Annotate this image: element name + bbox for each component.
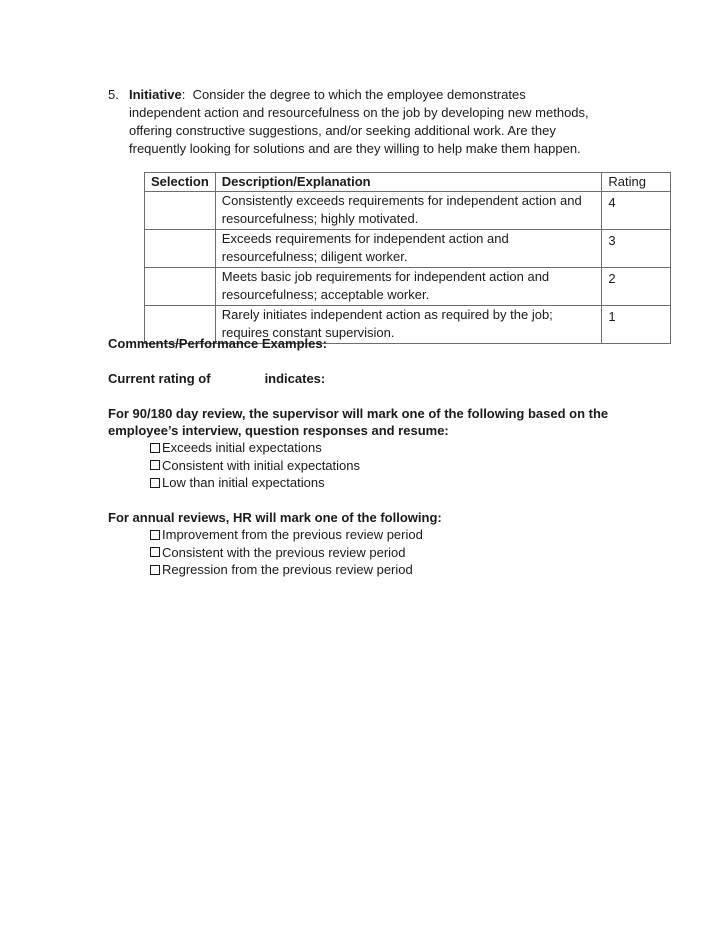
initiative-section [108, 86, 628, 158]
item-line-3: offering constructive suggestions, and/or seeking additional work. Are they [129, 123, 556, 138]
description-cell [215, 230, 602, 268]
review-90-180-line-2: employee’s interview, question responses and resume: [108, 423, 449, 438]
selection-cell-2[interactable] [145, 268, 216, 306]
header-selection: Selection [145, 173, 216, 192]
option-consistent[interactable] [150, 457, 360, 475]
review-90-180-line-1: For 90/180 day review, the supervisor will mark one of the following based on the [108, 406, 609, 421]
option-consistent-previous[interactable] [150, 544, 423, 562]
option-exceeds[interactable] [150, 439, 360, 457]
checkbox-icon[interactable] [150, 547, 160, 557]
current-rating-suffix: indicates: [264, 371, 326, 386]
item-number: 5. [108, 87, 119, 102]
rating-cell: 1 [602, 306, 671, 344]
option-low[interactable] [150, 474, 360, 492]
header-description: Description/Explanation [215, 173, 602, 192]
option-regression[interactable] [150, 561, 423, 579]
option-label: Consistent with the previous review period [162, 544, 406, 560]
description-line: Exceeds requirements for independent action and [221, 231, 509, 246]
selection-cell-3[interactable] [145, 230, 216, 268]
selection-cell-4[interactable] [145, 192, 216, 230]
table-row [145, 192, 671, 230]
option-improvement[interactable] [150, 526, 423, 544]
description-line: resourcefulness; highly motivated. [221, 211, 419, 226]
option-label: Regression from the previous review period [162, 562, 413, 577]
annual-review-heading: For annual reviews, HR will mark one of the following: [108, 510, 442, 525]
description-line: Rarely initiates independent action as required by the job; [221, 307, 553, 322]
description-line: resourcefulness; acceptable worker. [221, 287, 430, 302]
item-line-2: independent action and resourcefulness on the job by developing new methods, [129, 105, 589, 120]
item-line-1: Initiative: Consider the degree to which the employee demonstrates [129, 87, 526, 102]
table-row [145, 230, 671, 268]
checkbox-icon[interactable] [150, 565, 160, 575]
option-label: Consistent with initial expectations [162, 457, 360, 473]
annual-review-options [150, 526, 423, 579]
rating-cell: 2 [602, 268, 671, 306]
option-label: Low than initial expectations [162, 475, 325, 490]
rating-cell: 3 [602, 230, 671, 268]
item-line-4: frequently looking for solutions and are they willing to help make them happen. [129, 141, 581, 156]
rating-cell: 4 [602, 192, 671, 230]
header-rating: Rating [602, 173, 671, 192]
description-line: Consistently exceeds requirements for independent action and [221, 193, 582, 208]
item-title: Initiative [129, 87, 182, 102]
checkbox-icon[interactable] [150, 478, 160, 488]
table-row [145, 268, 671, 306]
option-label: Exceeds initial expectations [162, 440, 322, 455]
description-line: resourcefulness; diligent worker. [221, 249, 408, 264]
item-line-1-text: Consider the degree to which the employee demonstrates [192, 87, 526, 102]
item-text [129, 86, 628, 158]
description-cell [215, 268, 602, 306]
description-cell [215, 192, 602, 230]
current-rating-line [108, 370, 325, 388]
table-header-row [145, 173, 671, 192]
description-line: Meets basic job requirements for independent action and [221, 269, 550, 284]
review-90-180-options [150, 439, 360, 492]
checkbox-icon[interactable] [150, 460, 160, 470]
comments-label: Comments/Performance Examples: [108, 336, 327, 351]
description-line: requires constant supervision. [221, 325, 395, 340]
option-label: Improvement from the previous review period [162, 527, 423, 542]
current-rating-prefix: Current rating of [108, 371, 211, 386]
checkbox-icon[interactable] [150, 443, 160, 453]
checkbox-icon[interactable] [150, 530, 160, 540]
rating-table [144, 172, 671, 344]
